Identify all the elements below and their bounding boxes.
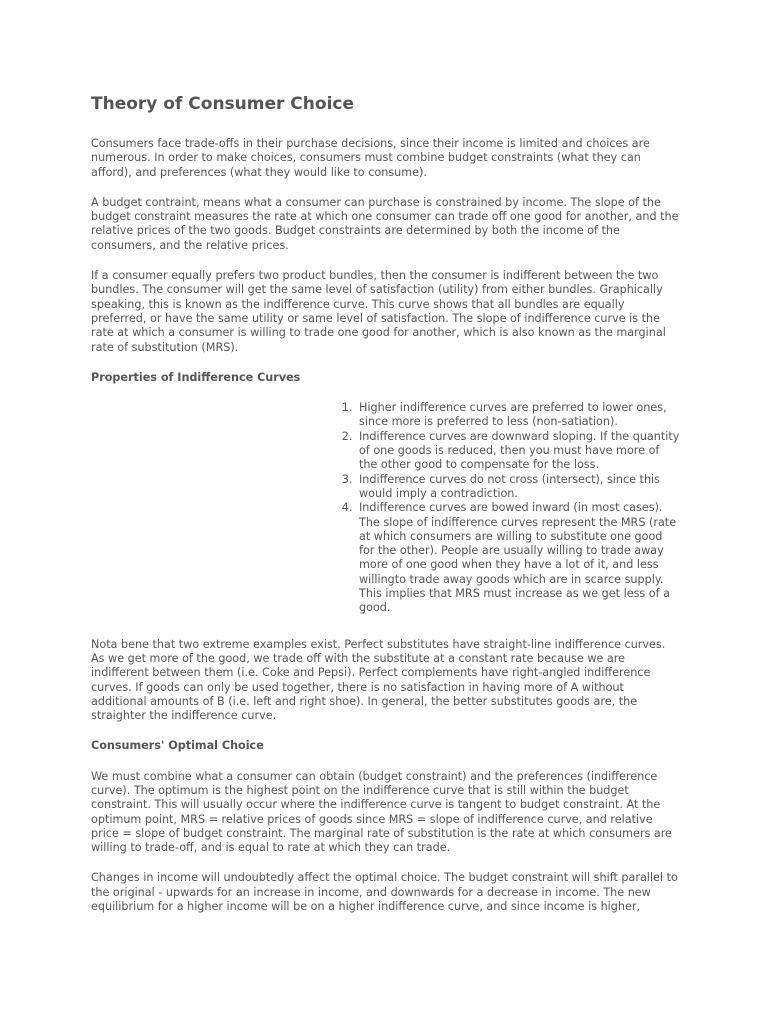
optimal-paragraph-1: We must combine what a consumer can obtain (budget constraint) and the preferences (indifference curve). The optimum is the highest point on the indifference curve that is still within the budget constraint. This will usually occur where the indifference curve is tangent to budget constraint. At the optimum point, MRS = relative prices of goods since MRS = slope of indifference curve, and relative price = slope of budget constraint. The marginal rate of substitution is the rate at which consumers are willing to trade-off, and is equal to rate at which they can trade. — [91, 769, 672, 855]
list-item: 2. Indifference curves are downward sloping. If the quantity of one goods is reduced, then you must have more of the other good to compensate for the loss. — [356, 430, 680, 473]
nota-bene-paragraph: Nota bene that two extreme examples exist. Perfect substitutes have straight-line indifference curves. As we get more of the good, we trade off with the substitute at a constant rate because we are indifferent between them (i.e. Coke and Pepsi). Perfect complements have right-angled indifference curves. If goods can only be used together, there is no satisfaction in having more of A without additional amounts of B (i.e. left and right shoe). In general, the better substitutes goods are, the straighter the indifference curve. — [91, 637, 666, 723]
list-item: 4. Indifference curves are bowed inward (in most cases). The slope of indifference curves represent the MRS (rate at which consumers are willing to substitute one good for the other). People are usually willing to trade away more of one good when they have a lot of it, and less willingto trade away goods which are in scarce supply. This implies that MRS must increase as we get less of a good. — [356, 501, 680, 615]
optimal-paragraph-2: Changes in income will undoubtedly affect the optimal choice. The budget constraint will shift parallel to the original - upwards for an increase in income, and downwards for a decrease in income. The new equilibrium for a higher income will be on a higher indifference curve, and since income is higher, — [91, 871, 678, 914]
properties-heading: Properties of Indifference Curves — [91, 370, 301, 384]
intro-paragraph-2: A budget contraint, means what a consumer can purchase is constrained by income. The slope of the budget constraint measures the rate at which one consumer can trade off one good for another, and the relative prices of the two goods. Budget constraints are determined by both the income of the consumers, and the relative prices. — [91, 195, 679, 252]
intro-paragraph-1: Consumers face trade-offs in their purchase decisions, since their income is limited and choices are numerous. In order to make choices, consumers must combine budget constraints (what they can afford), and preferences (what they would like to consume). — [91, 137, 650, 179]
list-item: 3. Indifference curves do not cross (intersect), since this would imply a contradiction. — [356, 473, 680, 502]
list-item: 1. Higher indifference curves are preferred to lower ones, since more is preferred to less (non-satiation). — [356, 401, 680, 430]
intro-paragraph-3: If a consumer equally prefers two product bundles, then the consumer is indifferent between the two bundles. The consumer will get the same level of satisfaction (utility) from either bundles. Graphically speaking, this is known as the indifference curve. This curve shows that all bundles are equally preferred, or have the same utility or same level of satisfaction. The slope of indifference curve is the rate at which a consumer is willing to trade one good for another, which is also known as the marginal rate of substitution (MRS). — [91, 269, 666, 354]
optimal-choice-heading: Consumers' Optimal Choice — [91, 739, 264, 753]
page-title: Theory of Consumer Choice — [91, 94, 355, 114]
properties-list — [91, 401, 680, 615]
